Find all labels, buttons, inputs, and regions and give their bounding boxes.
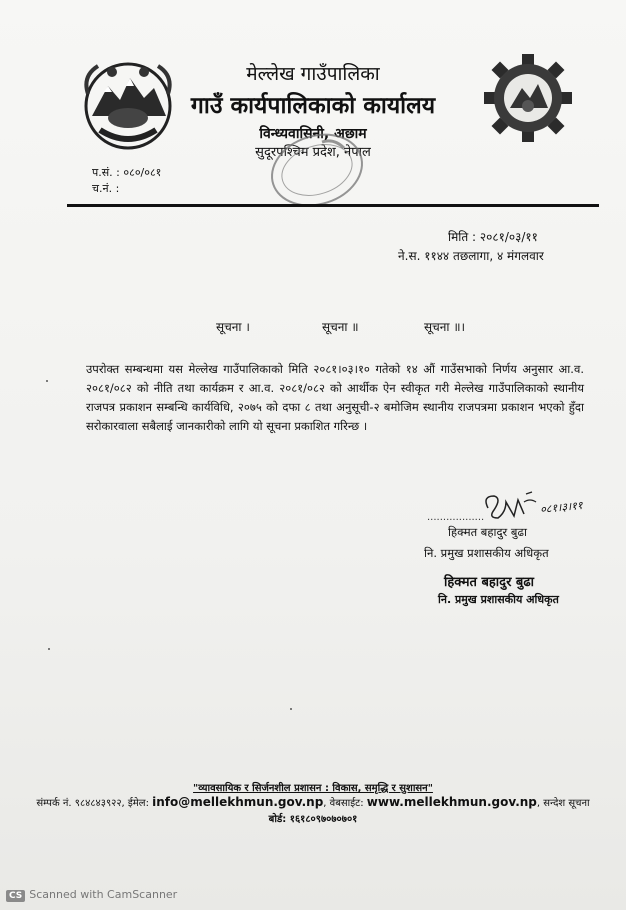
contact-website: www.mellekhmun.gov.np	[366, 795, 537, 809]
office-location: विन्ध्यवासिनी, अछाम	[259, 126, 367, 142]
signatory-name: हिक्मत बहादुर बुढा	[448, 525, 527, 539]
scanner-text: Scanned with CamScanner	[29, 888, 178, 901]
signatory-name-stamp: हिक्मत बहादुर बुढा	[444, 575, 535, 590]
office-name: गाउँ कार्यपालिकाको कार्यालय	[190, 93, 436, 119]
camscanner-icon: CS	[6, 890, 25, 902]
signatory-title: नि. प्रमुख प्रशासकीय अधिकृत	[424, 546, 549, 560]
province-country: सुदूरपश्चिम प्रदेश, नेपाल	[255, 145, 371, 160]
scan-speck	[290, 708, 292, 710]
notice-title-3: सूचना ॥।	[424, 320, 466, 334]
notice-title-2: सूचना ॥	[322, 320, 359, 334]
website-label: , वेबसाईट:	[323, 798, 367, 809]
contact-phone: संम्पर्क नं. ९८४८४३९२२, ईमेल:	[36, 798, 153, 809]
signatory-title-stamp: नि. प्रमुख प्रशासकीय अधिकृत	[438, 593, 559, 606]
nepal-sambat-date: ने.स. ११४४ तछलागा, ४ मंगलवार	[398, 249, 544, 263]
municipality-name: मेल्लेख गाउँपालिका	[246, 63, 380, 85]
header-divider	[67, 204, 599, 207]
reference-number: प.सं. : ०८०/०८१	[92, 166, 162, 179]
dispatch-number: च.नं. :	[92, 182, 120, 195]
signature-date: ०८१।३।११	[539, 498, 584, 517]
letter-date: मिति : २०८१/०३/११	[448, 230, 538, 244]
scan-speck	[48, 648, 50, 650]
office-seal-stamp	[262, 130, 372, 210]
contact-suffix: , सन्देश सूचना	[536, 798, 590, 809]
scanner-watermark	[6, 888, 177, 902]
footer-board: बोर्ड: १६१८०९७०७०७०१	[268, 814, 358, 825]
footer-motto: "व्यावसायिक र सिर्जनशील प्रशासन : विकास, समृद्धि र सुशासन"	[193, 783, 433, 794]
scan-speck	[46, 380, 48, 382]
notice-title-1: सूचना ।	[216, 320, 250, 334]
footer-contact	[0, 795, 626, 809]
contact-email: info@mellekhmun.gov.np	[152, 795, 324, 809]
notice-body: उपरोक्त सम्बन्धमा यस मेल्लेख गाउँपालिकाको मिति २०८१।०३।१० गतेको १४ औं गाउँसभाको निर्णय अनुसार आ.व. २०८१/०८२ को नीति तथा कार्यक्रम र आ.व. २०८१/०८२ को आर्थीक ऐन स्वीकृत गरी मेल्लेख गाउँपालिकाको स्थानीय राजपत्र प्रकाशन सम्बन्धि कार्यविधि, २०७५ को दफा ८ तथा अनुसूची-२ बमोजिम स्थानीय राजपत्रमा प्रकाशन भएको हुँदा सरोकारवाला सबैलाई जानकारीको लागि यो सूचना प्रकाशित गरिन्छ ।	[86, 362, 584, 433]
signature-line: ..................	[427, 512, 485, 523]
